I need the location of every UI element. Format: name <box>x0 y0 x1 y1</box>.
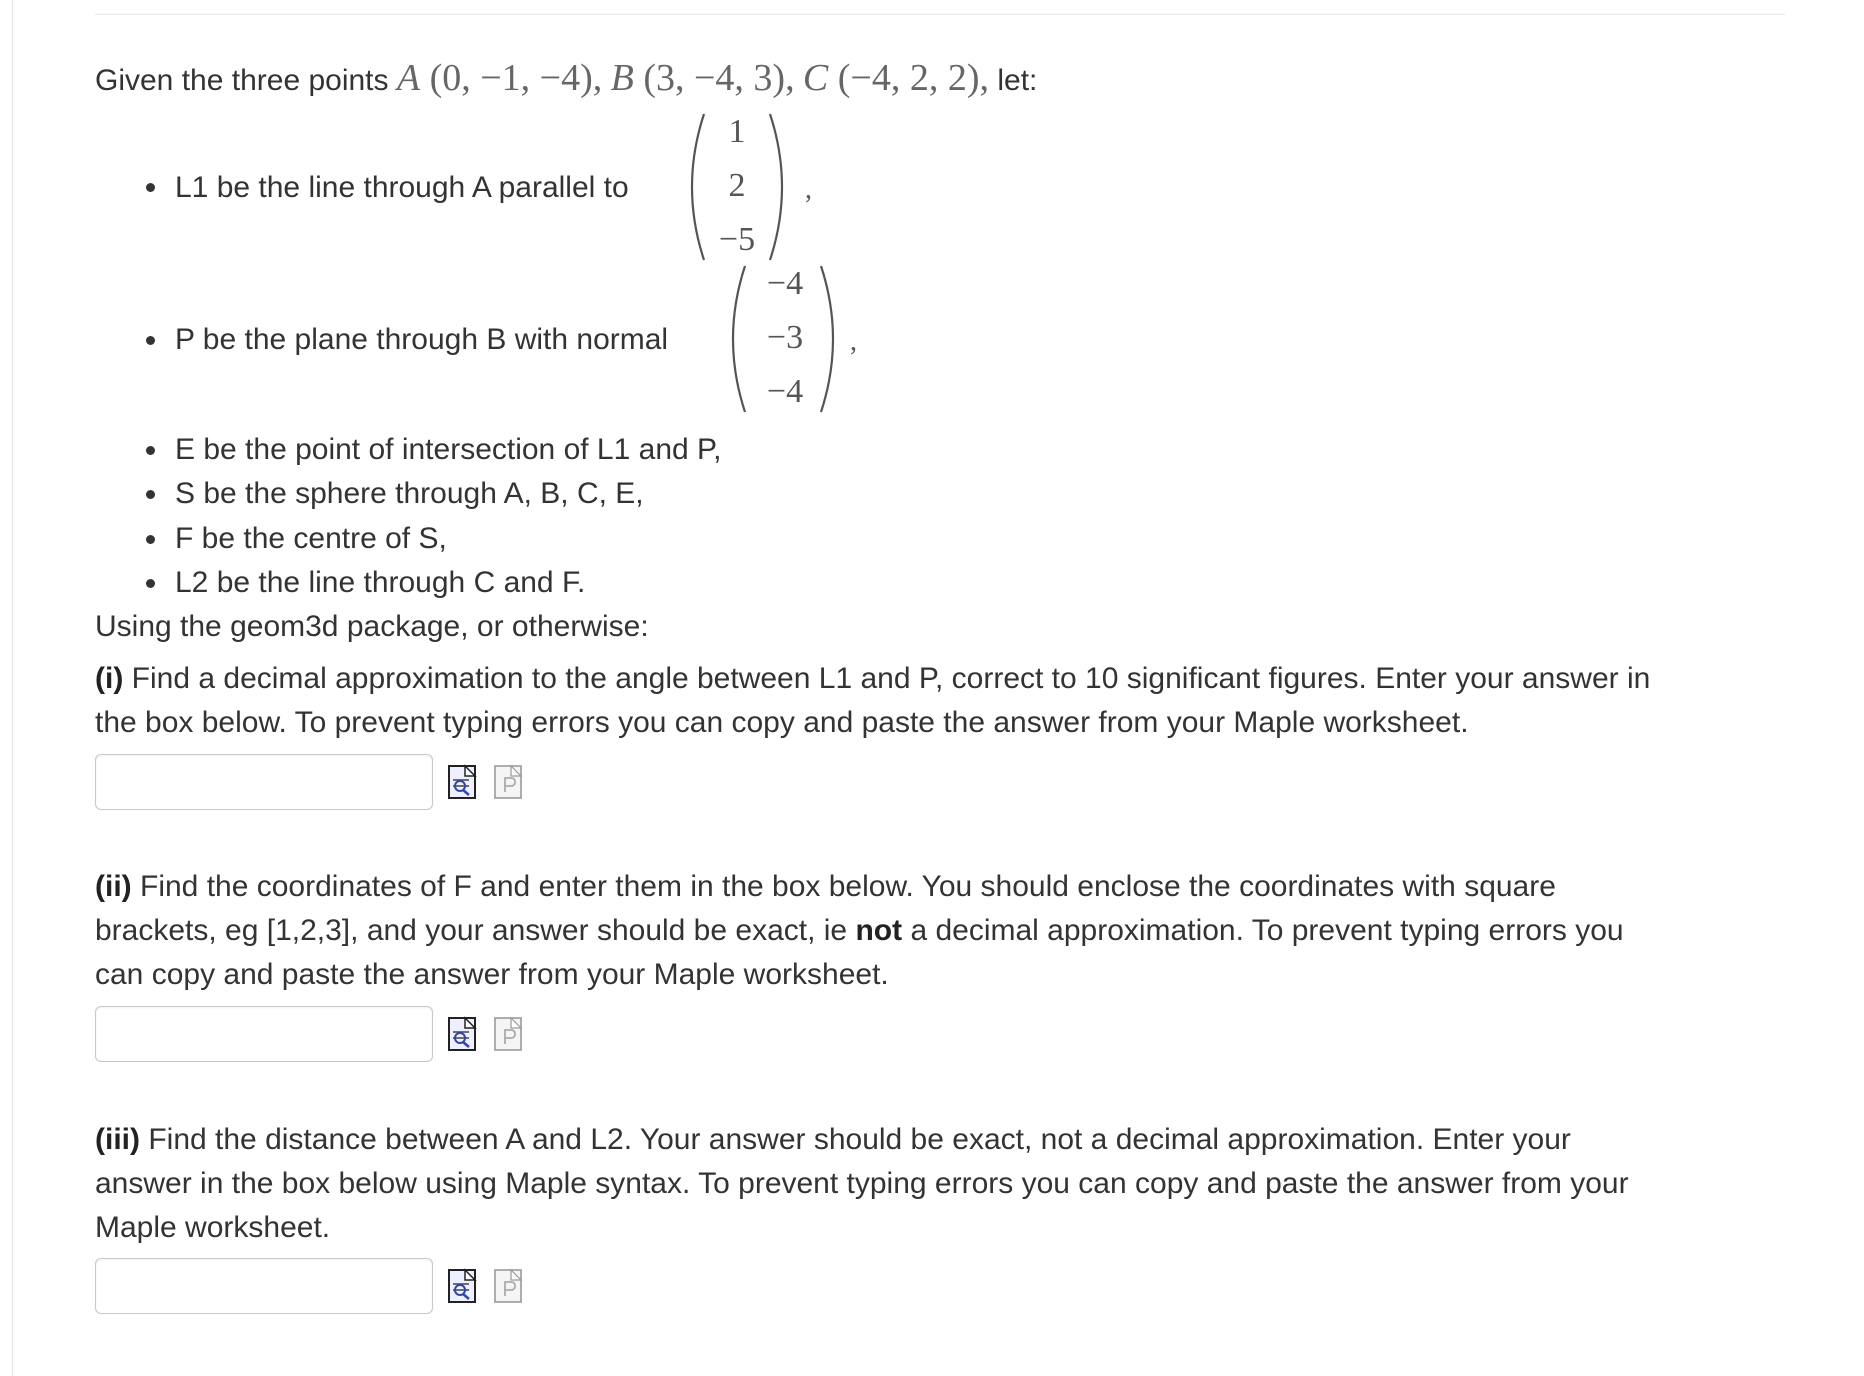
answer-input-iii[interactable] <box>95 1258 433 1314</box>
syntax-help-icon[interactable] <box>493 764 523 800</box>
page-top-divider <box>95 14 1785 15</box>
syntax-help-icon[interactable] <box>493 1268 523 1304</box>
normal-vector-p <box>723 262 843 417</box>
point-c: C (−4, 2, 2), <box>802 57 990 99</box>
vector-component: 2 <box>728 167 746 204</box>
syntax-help-icon[interactable] <box>493 1016 523 1052</box>
definition-l2: L2 be the line through C and F. <box>175 566 586 599</box>
definition-e: E be the point of intersection of L1 and P, <box>175 433 722 466</box>
question-ii-line-2: brackets, eg [1,2,3], and your answer should be exact, ie not a decimal approximation. To prevent typing errors you <box>95 914 1624 947</box>
bullet <box>146 579 155 588</box>
definition-l1: L1 be the line through A parallel to <box>175 171 629 204</box>
intro-suffix: let: <box>997 64 1038 97</box>
bullet <box>146 535 155 544</box>
question-iii-line-3: Maple worksheet. <box>95 1211 331 1244</box>
vector-component: −5 <box>718 221 756 258</box>
bullet <box>146 446 155 455</box>
definition-p: P be the plane through B with normal <box>175 323 669 356</box>
intro-prefix: Given the three points <box>95 64 389 97</box>
definition-f: F be the centre of S, <box>175 522 447 555</box>
answer-input-i[interactable] <box>95 754 433 810</box>
answer-input-ii[interactable] <box>95 1006 433 1062</box>
vector-component: −3 <box>766 319 804 356</box>
question-ii-line-3: can copy and paste the answer from your Maple worksheet. <box>95 958 889 991</box>
vector-component: 1 <box>728 113 746 150</box>
preview-answer-icon[interactable] <box>447 1268 477 1304</box>
page-left-border <box>12 0 13 1376</box>
direction-vector-l1 <box>682 110 792 265</box>
intro-line <box>95 56 1037 103</box>
definition-p-comma: , <box>850 326 857 357</box>
vector-component: −4 <box>766 373 804 410</box>
question-i-line-2: the box below. To prevent typing errors you can copy and paste the answer from your Maple worksheet. <box>95 706 1469 739</box>
question-iii-line-1: (iii) Find the distance between A and L2. Your answer should be exact, not a decimal approximation. Enter your <box>95 1123 1571 1156</box>
definition-s: S be the sphere through A, B, C, E, <box>175 477 644 510</box>
question-iii-line-2: answer in the box below using Maple syntax. To prevent typing errors you can copy and paste the answer from your <box>95 1167 1629 1200</box>
preview-answer-icon[interactable] <box>447 1016 477 1052</box>
vector-component: −4 <box>766 265 804 302</box>
point-b: B (3, −4, 3), <box>610 57 795 99</box>
bullet <box>146 490 155 499</box>
point-a: A (0, −1, −4), <box>396 57 603 99</box>
preview-answer-icon[interactable] <box>447 764 477 800</box>
definition-l1-comma: , <box>805 174 812 205</box>
question-i-line-1: (i) Find a decimal approximation to the angle between L1 and P, correct to 10 significant figures. Enter your answer in <box>95 662 1651 695</box>
bullet <box>146 183 155 192</box>
question-ii-line-1: (ii) Find the coordinates of F and enter them in the box below. You should enclose the coordinates with square <box>95 870 1556 903</box>
bullet <box>146 336 155 345</box>
instruction-text: Using the geom3d package, or otherwise: <box>95 610 649 643</box>
